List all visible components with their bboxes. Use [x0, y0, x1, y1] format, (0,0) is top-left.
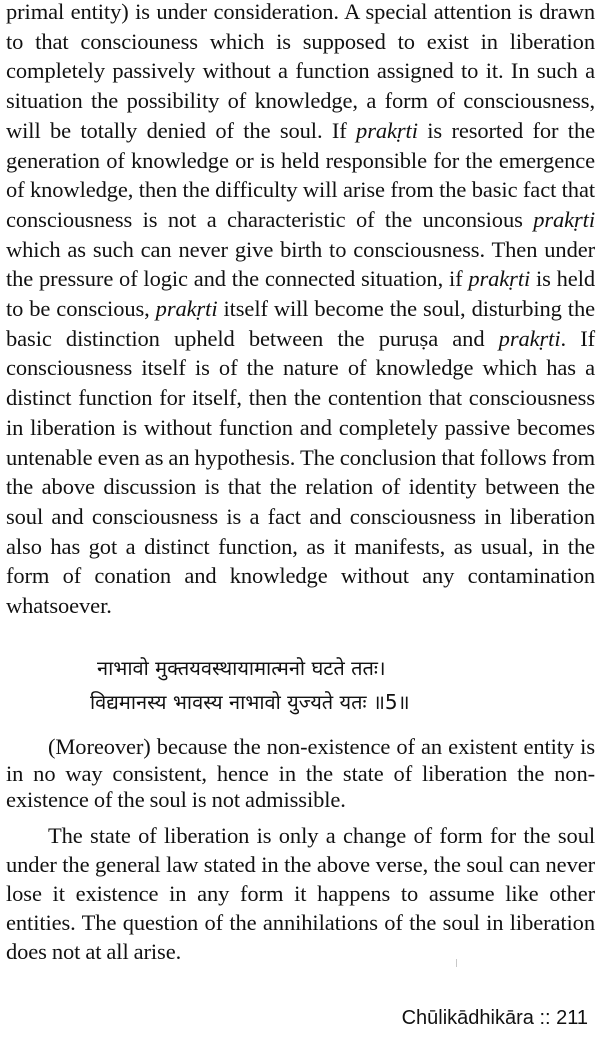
text-segment: itself will become the soul, disturbing the basic distinction upheld between the puruṣa and — [6, 296, 595, 351]
text-segment: primal entity) is under consideration. A special attention is drawn to that consciouness which is supposed to exist in liberation completely passively without a function assigned to it. In such a situation the possibility of knowledge, a form of consciousness, will be totally denied of the soul. If — [6, 0, 595, 143]
text-segment: is held to be conscious, — [6, 266, 595, 322]
main-paragraph — [6, 0, 595, 621]
text-segment: which as such can never give birth to consciousness. Then under the pressure of logic and the connected situation, if — [6, 236, 595, 292]
print-mark — [456, 959, 457, 967]
sanskrit-verse-line-1: नाभावो मुक्तयवस्थायामात्मनो घटते ततः। — [97, 656, 386, 680]
text-segment: . If consciousness itself is of the nature of knowledge which has a distinct function for itself, then the contention that consciousness in liberation is without function and completely passive becomes untenable even as an hypothesis. The conclusion that follows from the above discussion is that the relation of identity between the soul and consciousness is a fact and consciousness in liberation also has got a distinct function, as it manifests, as usual, in the form of conation and knowledge without any contamination whatsoever. — [6, 325, 595, 619]
italic-term-prakrti: prakṛti — [533, 206, 595, 232]
sanskrit-verse-line-2: विद्यमानस्य भावस्य नाभावो युज्यते यतः ॥5॥ — [90, 690, 410, 714]
italic-term-prakrti: prakṛti — [155, 296, 218, 322]
text-segment: is resorted for the generation of knowledge or is held responsible for the emergence of knowledge, then the difficulty will arise from the basic fact that consciousness is not a characteristic of the unconsious — [6, 117, 595, 232]
italic-term-prakrti: prakṛti — [356, 117, 418, 143]
italic-term-prakrti: prakṛti — [498, 325, 561, 351]
italic-term-prakrti: prakṛti — [468, 266, 531, 292]
translation-paragraph: (Moreover) because the non-existence of an existent entity is in no way consistent, hence in the state of liberation the non-existence of the soul is not admissible. — [6, 734, 595, 813]
running-footer-page-number: Chūlikādhikāra :: 211 — [401, 1007, 588, 1029]
commentary-paragraph: The state of liberation is only a change of form for the soul under the general law stated in the above verse, the soul can never lose it existence in any form it happens to assume like other entities. The question of the annihilations of the soul in liberation does not at all arise. — [6, 823, 595, 964]
